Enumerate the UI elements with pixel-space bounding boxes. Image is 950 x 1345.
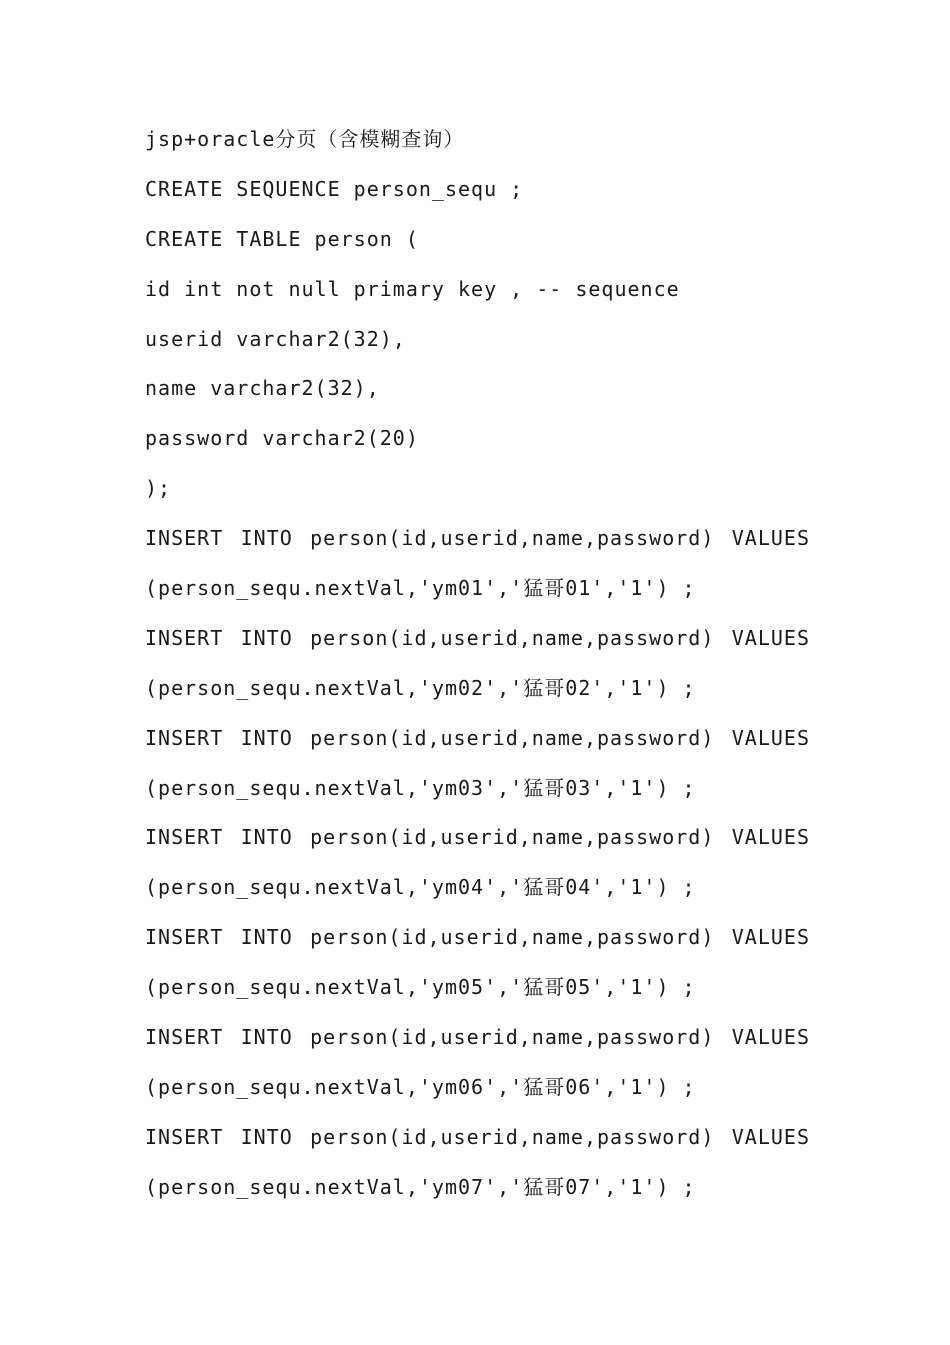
insert-statement-line: [145, 614, 810, 664]
insert-columns: person(id,userid,name,password): [310, 825, 715, 850]
insert-columns: person(id,userid,name,password): [310, 1025, 715, 1050]
insert-values-line: (person_sequ.nextVal,'ym02','猛哥02','1') ;: [145, 675, 696, 700]
insert-keyword: INSERT: [145, 725, 224, 750]
document-title: jsp+oracle分页（含模糊查询）: [145, 127, 465, 151]
insert-statement-line: [145, 913, 810, 963]
into-keyword: INTO: [240, 1124, 293, 1149]
into-keyword: INTO: [240, 625, 293, 650]
insert-values-line: (person_sequ.nextVal,'ym04','猛哥04','1') ;: [145, 875, 696, 900]
column-id-line: id int not null primary key , -- sequence: [145, 276, 680, 301]
insert-keyword: INSERT: [145, 625, 224, 650]
insert-statement-line: [145, 714, 810, 764]
values-keyword: VALUES: [731, 1124, 810, 1149]
insert-statement-line: [145, 514, 810, 564]
insert-columns: person(id,userid,name,password): [310, 1124, 715, 1149]
insert-columns: person(id,userid,name,password): [310, 925, 715, 950]
insert-keyword: INSERT: [145, 526, 224, 551]
close-statement-line: );: [145, 476, 172, 501]
values-keyword: VALUES: [731, 1025, 810, 1050]
values-keyword: VALUES: [731, 825, 810, 850]
insert-values-line: (person_sequ.nextVal,'ym06','猛哥06','1') ;: [145, 1074, 696, 1099]
column-name-line: name varchar2(32),: [145, 376, 380, 401]
into-keyword: INTO: [240, 825, 293, 850]
create-sequence-line: CREATE SEQUENCE person_sequ ;: [145, 176, 524, 201]
insert-statement-line: [145, 1113, 810, 1163]
values-keyword: VALUES: [731, 925, 810, 950]
insert-keyword: INSERT: [145, 925, 224, 950]
insert-statement-line: [145, 813, 810, 863]
insert-columns: person(id,userid,name,password): [310, 625, 715, 650]
insert-statement-line: [145, 1013, 810, 1063]
insert-values-line: (person_sequ.nextVal,'ym03','猛哥03','1') ;: [145, 775, 696, 800]
values-keyword: VALUES: [731, 526, 810, 551]
column-userid-line: userid varchar2(32),: [145, 326, 406, 351]
insert-values-line: (person_sequ.nextVal,'ym05','猛哥05','1') ;: [145, 975, 696, 1000]
create-table-line: CREATE TABLE person (: [145, 226, 419, 251]
column-password-line: password varchar2(20): [145, 426, 419, 451]
values-keyword: VALUES: [731, 625, 810, 650]
insert-values-line: (person_sequ.nextVal,'ym01','猛哥01','1') ;: [145, 576, 696, 601]
insert-columns: person(id,userid,name,password): [310, 725, 715, 750]
into-keyword: INTO: [240, 725, 293, 750]
document-body: [145, 115, 810, 1213]
into-keyword: INTO: [240, 1025, 293, 1050]
insert-keyword: INSERT: [145, 1025, 224, 1050]
into-keyword: INTO: [240, 526, 293, 551]
values-keyword: VALUES: [731, 725, 810, 750]
insert-keyword: INSERT: [145, 825, 224, 850]
into-keyword: INTO: [240, 925, 293, 950]
insert-values-line: (person_sequ.nextVal,'ym07','猛哥07','1') ;: [145, 1174, 696, 1199]
insert-keyword: INSERT: [145, 1124, 224, 1149]
insert-columns: person(id,userid,name,password): [310, 526, 715, 551]
